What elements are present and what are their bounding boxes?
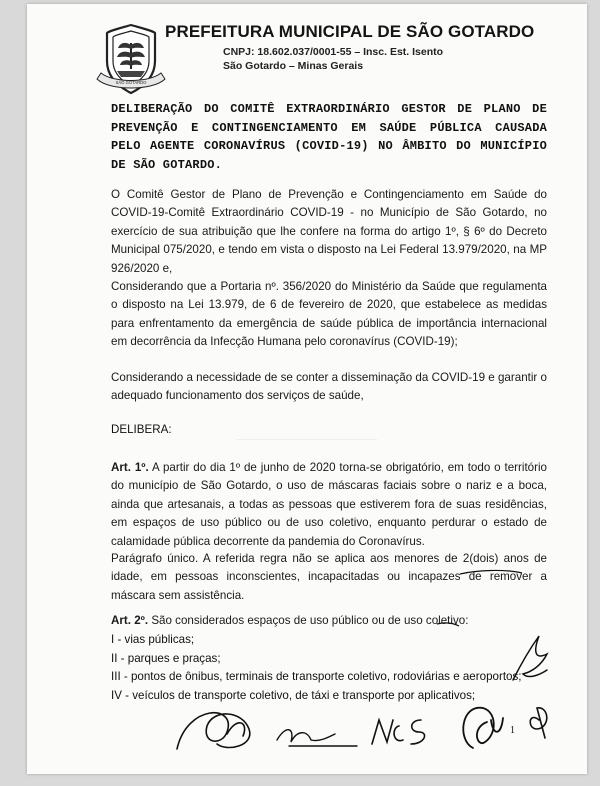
signature-2 bbox=[277, 730, 357, 746]
list-item: II - parques e praças; bbox=[111, 651, 221, 665]
article-1-paragrafo-unico: Parágrafo único. A referida regra não se aplica aos menores de 2(dois) anos de idade, em pessoas inconscientes, incapacitadas ou incapazes de remover a máscara sem assistência. bbox=[111, 552, 547, 602]
delibera-heading: DELIBERA: bbox=[111, 423, 172, 436]
article-2 bbox=[111, 612, 547, 630]
article-1-label: Art. 1º. bbox=[111, 461, 149, 474]
article-2-label: Art. 2º. bbox=[111, 614, 149, 627]
crest-ribbon-text: SÃO GOTARDO bbox=[115, 80, 147, 85]
signature-3 bbox=[372, 720, 425, 744]
header-title: PREFEITURA MUNICIPAL DE SÃO GOTARDO bbox=[165, 22, 535, 41]
article-1-text: A partir do dia 1º de junho de 2020 torna-se obrigatório, em todo o território do município de São Gotardo, o uso de máscaras faciais sobre o nariz e a boca, ainda que artesanais, a todas as pessoas que estiverem fora de suas residências, em espaços de uso público ou de uso coletivo, enquanto perdurar o estado de calamidade pública decorrente da pandemia do Coronavírus. bbox=[111, 461, 548, 548]
header-city: São Gotardo – Minas Gerais bbox=[223, 60, 364, 72]
considerando-paragraph-1: Considerando que a Portaria nº. 356/2020 do Ministério da Saúde que regulamenta o disposto na Lei 13.979, de 6 de fevereiro de 2020, que estabelece as medidas para enfrentamento da emergência de saúde pública de importância internacional em decorrência da Infecção Humana pelo coronavírus (COVID-19); bbox=[111, 280, 547, 349]
document-page bbox=[27, 4, 587, 774]
header-cnpj: CNPJ: 18.602.037/0001-55 – Insc. Est. Isento bbox=[223, 46, 444, 58]
list-item: III - pontos de ônibus, terminais de transporte coletivo, rodoviárias e aeroportos; bbox=[111, 670, 522, 684]
intro-paragraph: O Comitê Gestor de Plano de Prevenção e Contingenciamento em Saúde do COVID-19-Comitê Extraordinário COVID-19 - no Município de São Gotardo, no exercício de sua atribuição que lhe confere na forma do artigo 1º, § 6º do Decreto Municipal 075/2020, e tendo em vista o disposto na Lei Federal 13.979/2020, na MP 926/2020 e, bbox=[111, 188, 547, 275]
article-2-text: São considerados espaços de uso público ou de uso coletivo: bbox=[148, 614, 469, 627]
article-1 bbox=[111, 459, 547, 551]
list-item: I - vias públicas; bbox=[111, 633, 195, 646]
signature-1 bbox=[177, 713, 250, 749]
deliberacao-title: DELIBERAÇÃO DO COMITÊ EXTRAORDINÁRIO GESTOR DE PLANO DE PREVENÇÃO E CONTINGENCIAMENTO EM SAÚDE PÚBLICA CAUSADA PELO AGENTE CORONAVÍRUS (COVID-19) NO ÂMBITO DO MUNICÍPIO DE SÃO GOTARDO. bbox=[111, 102, 547, 172]
public-spaces-list bbox=[111, 631, 547, 705]
faded-line bbox=[237, 439, 377, 440]
considerando-paragraph-2: Considerando a necessidade de se conter a disseminação da COVID-19 e garantir o adequado funcionamento dos serviços de saúde, bbox=[111, 371, 547, 403]
page-number: 1 bbox=[510, 725, 515, 736]
list-item: IV - veículos de transporte coletivo, de táxi e transporte por aplicativos; bbox=[111, 688, 476, 702]
municipal-crest-icon bbox=[95, 21, 167, 97]
signature-4 bbox=[463, 708, 503, 748]
signature-5 bbox=[530, 708, 547, 738]
